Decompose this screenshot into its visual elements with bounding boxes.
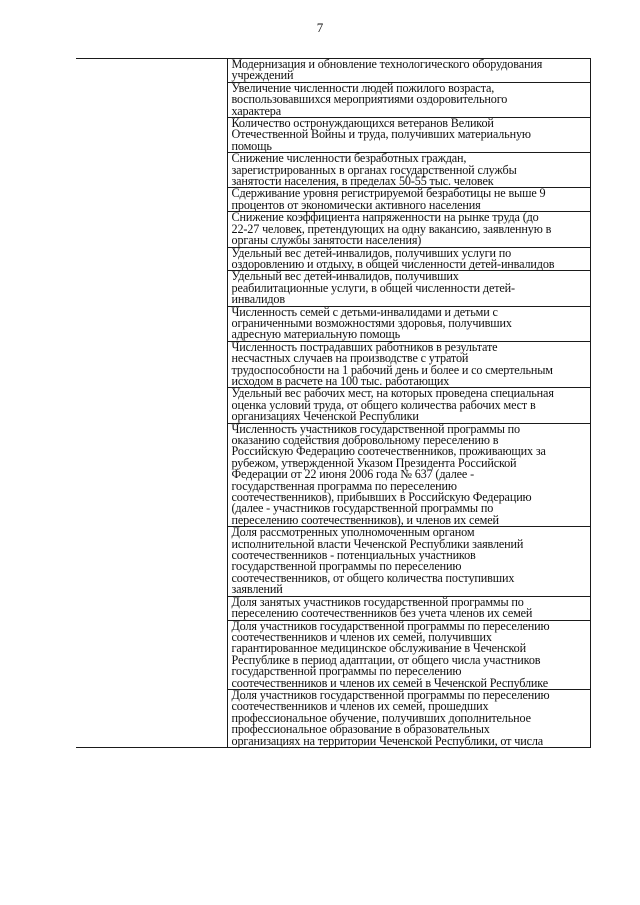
table-row: [76, 689, 590, 747]
indicator-text-line: государственной программы по переселению: [231, 664, 462, 679]
indicator-text-line: Удельный вес рабочих мест, на которых проведена специальная: [231, 386, 554, 401]
table-cell-empty: [76, 247, 227, 271]
indicator-text-line: Российскую Федерацию соотечественников, проживающих за: [231, 444, 546, 459]
indicator-text-line: соотечественников - потенциальных участников: [231, 548, 476, 563]
indicators-table-body: [76, 59, 590, 748]
indicator-text-line: организациях на территории Чеченской Республики, от числа: [231, 733, 544, 748]
indicator-text-line: оценка условий труда, от общего количества рабочих мест в: [231, 397, 536, 412]
table-cell-empty: [76, 271, 227, 306]
indicator-cell: [227, 341, 590, 388]
indicator-text-line: адресную материальную помощь: [231, 327, 401, 342]
indicator-text-line: профессиональное образование в образовательных: [231, 722, 490, 737]
table-row: [76, 620, 590, 689]
table-row: [76, 527, 590, 596]
indicator-text-line: занятости населения, в пределах 50-55 тыс. человек: [231, 174, 494, 189]
table-row: [76, 118, 590, 153]
indicator-text-line: инвалидов: [231, 292, 285, 307]
indicator-text-line: Доля рассмотренных уполномоченным органом: [231, 525, 475, 540]
table-row: [76, 423, 590, 527]
table-cell-empty: [76, 689, 227, 747]
indicator-cell: [227, 118, 590, 153]
indicator-text-line: профессиональное обучение, получивших дополнительное: [231, 710, 531, 725]
indicator-text-line: Доля участников государственной программы по переселению: [231, 687, 550, 702]
indicator-cell: [227, 306, 590, 341]
table-row: [76, 153, 590, 188]
indicator-text-line: процентов от экономически активного населения: [231, 197, 481, 212]
indicator-cell: [227, 153, 590, 188]
indicator-text-line: воспользовавшихся мероприятиями оздоровительного: [231, 92, 508, 107]
indicator-cell: [227, 247, 590, 271]
indicator-text-line: Увеличение численности людей пожилого возраста,: [231, 80, 495, 95]
indicator-text-line: заявлений: [231, 582, 283, 597]
indicator-text-line: Федерации от 22 июня 2006 года № 637 (далее -: [231, 467, 474, 482]
indicator-cell: [227, 596, 590, 620]
indicator-cell: [227, 423, 590, 527]
indicator-text-line: Удельный вес детей-инвалидов, получивших услуги по: [231, 245, 512, 260]
indicator-text-line: Численность пострадавших работников в результате: [231, 339, 498, 354]
indicator-text-line: органы службы занятости населения): [231, 233, 422, 248]
table-row: [76, 306, 590, 341]
table-cell-empty: [76, 423, 227, 527]
indicator-text-line: соотечественников), прибывших в Российскую Федерацию: [231, 490, 532, 505]
table-row: [76, 341, 590, 388]
table-cell-empty: [76, 153, 227, 188]
indicator-text-line: Удельный вес детей-инвалидов, получивших: [231, 269, 459, 284]
indicator-text-line: Снижение численности безработных граждан,: [231, 151, 467, 166]
table-cell-empty: [76, 59, 227, 83]
page-number: 7: [316, 20, 324, 35]
indicator-text-line: государственная программа по переселению: [231, 478, 457, 493]
indicator-text-line: Республике в период адаптации, от общего числа участников: [231, 652, 541, 667]
table-cell-empty: [76, 212, 227, 247]
table-cell-empty: [76, 620, 227, 689]
indicator-cell: [227, 388, 590, 423]
table-row: [76, 59, 590, 83]
indicator-text-line: помощь: [231, 138, 272, 153]
table-cell-empty: [76, 341, 227, 388]
table-cell-empty: [76, 82, 227, 117]
indicator-text-line: исполнительной власти Чеченской Республики заявлений: [231, 536, 524, 551]
table-cell-empty: [76, 527, 227, 596]
indicator-text-line: реабилитационные услуги, в общей численности детей-: [231, 280, 515, 295]
indicators-table: [76, 58, 591, 748]
table-row: [76, 596, 590, 620]
indicator-text-line: организациях Чеченской Республики: [231, 409, 419, 424]
table-row: [76, 388, 590, 423]
table-cell-empty: [76, 388, 227, 423]
indicator-text-line: переселению соотечественников), и членов их семей: [231, 512, 499, 527]
indicator-text-line: Отечественной Войны и труда, получивших материальную: [231, 127, 531, 142]
indicator-text-line: Количество остронуждающихся ветеранов Великой: [231, 116, 494, 131]
indicator-text-line: 22-27 человек, претендующих на одну вакансию, заявленную в: [231, 221, 552, 236]
table-cell-empty: [76, 596, 227, 620]
indicator-text-line: государственной программы по переселению: [231, 559, 462, 574]
table-cell-empty: [76, 188, 227, 212]
indicator-text-line: трудоспособности на 1 рабочий день и более и со смертельным: [231, 362, 553, 377]
indicator-text-line: соотечественников и членов их семей, получивших: [231, 629, 492, 644]
indicator-text-line: учреждений: [231, 68, 294, 83]
indicator-text-line: ограниченными возможностями здоровья, получивших: [231, 315, 512, 330]
table-row: [76, 247, 590, 271]
indicator-text-line: соотечественников, от общего количества поступивших: [231, 570, 515, 585]
indicator-cell: [227, 527, 590, 596]
indicator-text-line: переселению соотечественников без учета членов их семей: [231, 606, 533, 621]
indicator-cell: [227, 59, 590, 83]
indicator-cell: [227, 271, 590, 306]
indicator-text-line: Численность семей с детьми-инвалидами и детьми с: [231, 304, 498, 319]
indicator-text-line: характера: [231, 103, 281, 118]
indicator-text-line: Численность участников государственной программы по: [231, 421, 520, 436]
table-cell-empty: [76, 118, 227, 153]
indicator-text-line: (далее - участников государственной программы по: [231, 501, 494, 516]
table-cell-empty: [76, 306, 227, 341]
indicator-text-line: зарегистрированных в органах государственной службы: [231, 162, 517, 177]
table-row: [76, 212, 590, 247]
indicator-text-line: рубежом, утвержденной Указом Президента Российской: [231, 455, 517, 470]
indicator-cell: [227, 689, 590, 747]
indicator-text-line: соотечественников и членов их семей в Чеченской Республике: [231, 675, 549, 690]
indicator-text-line: Доля занятых участников государственной программы по: [231, 594, 524, 609]
indicator-text-line: гарантированное медицинское обслуживание в Чеченской: [231, 641, 526, 656]
indicator-text-line: несчастных случаев на производстве с утратой: [231, 351, 469, 366]
indicator-text-line: Снижение коэффициента напряженности на рынке труда (до: [231, 210, 539, 225]
indicator-cell: [227, 82, 590, 117]
indicator-text-line: оказанию содействия добровольному переселению в: [231, 433, 499, 447]
indicator-text-line: соотечественников и членов их семей, прошедших: [231, 699, 489, 714]
indicator-cell: [227, 620, 590, 689]
indicator-text-line: оздоровлению и отдыху, в общей численности детей-инвалидов: [231, 256, 555, 271]
table-row: [76, 271, 590, 306]
indicator-text-line: исходом в расчете на 100 тыс. работающих: [231, 373, 450, 388]
indicator-cell: [227, 212, 590, 247]
indicator-text-line: Модернизация и обновление технологического оборудования: [231, 57, 543, 71]
table-row: [76, 188, 590, 212]
table-row: [76, 82, 590, 117]
indicator-text-line: Доля участников государственной программы по переселению: [231, 618, 550, 633]
indicator-cell: [227, 188, 590, 212]
indicator-text-line: Сдерживание уровня регистрируемой безработицы не выше 9: [231, 186, 546, 201]
